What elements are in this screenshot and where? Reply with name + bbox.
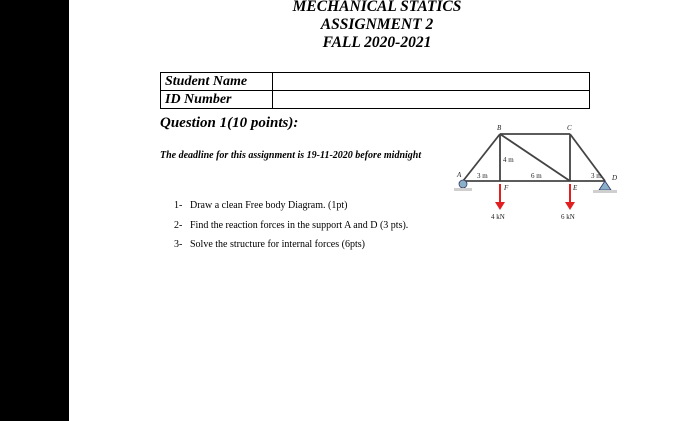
dimension-fe: 6 m — [531, 172, 542, 180]
task-list — [174, 196, 408, 255]
table-row — [161, 91, 590, 109]
truss-diagram — [451, 120, 631, 230]
list-item — [174, 235, 408, 255]
document-page — [69, 0, 685, 421]
dimension-ab: 3 m — [477, 172, 488, 180]
dimension-ed: 3 m — [591, 172, 602, 180]
dimension-bf: 4 m — [503, 156, 514, 164]
task-number: 3- — [174, 239, 183, 250]
list-item — [174, 196, 408, 216]
student-name-field[interactable] — [273, 73, 590, 91]
node-label-f: F — [504, 184, 509, 192]
course-title: MECHANICAL STATICS — [292, 0, 462, 15]
roller-support-d — [593, 181, 617, 193]
student-info-table — [160, 72, 590, 109]
student-name-label: Student Name — [161, 73, 273, 91]
deadline-note: The deadline for this assignment is 19-11-2020 before midnight — [160, 150, 422, 161]
node-label-b: B — [497, 124, 502, 132]
node-label-a: A — [457, 171, 462, 179]
node-label-d: D — [612, 174, 618, 182]
id-number-label: ID Number — [161, 91, 273, 109]
task-text: Solve the structure for internal forces (6pts) — [190, 239, 365, 250]
question-title: Question 1(10 points): — [160, 115, 299, 131]
list-item — [174, 216, 408, 236]
semester-title: FALL 2020-2021 — [322, 34, 432, 51]
task-number: 1- — [174, 200, 183, 211]
node-label-e: E — [573, 184, 578, 192]
task-text: Draw a clean Free body Diagram. (1pt) — [190, 200, 348, 211]
load-label-f: 4 kN — [491, 213, 505, 221]
assignment-title: ASSIGNMENT 2 — [320, 16, 434, 33]
node-label-c: C — [567, 124, 572, 132]
task-number: 2- — [174, 219, 183, 231]
id-number-field[interactable] — [273, 91, 590, 109]
load-label-e: 6 kN — [561, 213, 575, 221]
task-text: Find the reaction forces in the support A and D (3 pts). — [190, 219, 409, 231]
table-row — [161, 73, 590, 91]
